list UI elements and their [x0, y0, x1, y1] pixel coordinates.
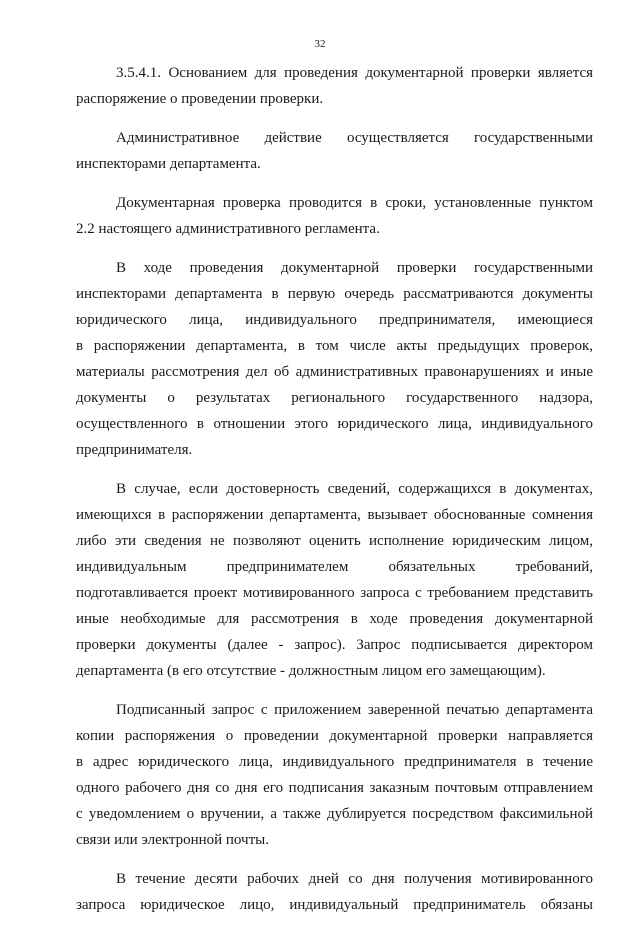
paragraph-line: материалы рассмотрения дел об административных правонарушениях и иные [76, 364, 593, 380]
paragraph-request-dispatch [76, 697, 593, 853]
paragraph-line: в адрес юридического лица, индивидуального предпринимателя в течение [76, 754, 593, 770]
paragraph-request-preparation [76, 476, 593, 684]
paragraph-line: инспекторами департамента в первую очередь рассматриваются документы [76, 286, 593, 302]
paragraph-line: В случае, если достоверность сведений, содержащихся в документах, [116, 481, 593, 497]
paragraph-line: с уведомлением о вручении, а также дублируется посредством факсимильной [76, 806, 593, 822]
paragraph-line: запроса юридическое лицо, индивидуальный предприниматель обязаны [76, 897, 593, 913]
paragraph-line: связи или электронной почты. [76, 832, 269, 848]
paragraph-line: в распоряжении департамента, в том числе акты предыдущих проверок, [76, 338, 593, 354]
paragraph-line: распоряжение о проведении проверки. [76, 91, 324, 107]
paragraph-line: либо эти сведения не позволяют оценить исполнение юридическим лицом, [76, 533, 593, 549]
paragraph-line: Подписанный запрос с приложением заверенной печатью департамента [116, 702, 593, 718]
paragraph-line: В ходе проведения документарной проверки государственными [116, 260, 593, 276]
paragraph-administrative-action [76, 125, 593, 177]
paragraph-line: Документарная проверка проводится в сроки, установленные пунктом [116, 195, 593, 211]
paragraph-line: юридического лица, индивидуального предпринимателя, имеющиеся [76, 312, 593, 328]
paragraph-line: проверки документы (далее - запрос). Запрос подписывается директором [76, 637, 593, 653]
paragraph-line: В течение десяти рабочих дней со дня получения мотивированного [116, 871, 593, 887]
paragraph-line: подготавливается проект мотивированного запроса с требованием представить [76, 585, 593, 601]
paragraph-line: 2.2 настоящего административного регламента. [76, 221, 380, 237]
paragraph-line: инспекторами департамента. [76, 156, 261, 172]
paragraph-response-deadline [76, 866, 593, 918]
paragraph-line: иные необходимые для рассмотрения в ходе проведения документарной [76, 611, 593, 627]
paragraph-line: копии распоряжения о проведении документарной проверки направляется [76, 728, 593, 744]
paragraph-line: осуществленного в отношении этого юридического лица, индивидуального [76, 416, 593, 432]
page-number: 32 [314, 38, 326, 50]
paragraph-line: индивидуальным предпринимателем обязательных требований, [76, 559, 593, 575]
paragraph-line: предпринимателя. [76, 442, 193, 458]
paragraph-line: Административное действие осуществляется государственными [116, 130, 593, 146]
paragraph-inspection-terms [76, 190, 593, 242]
document-body [76, 60, 593, 931]
paragraph-line: документы о результатах регионального государственного надзора, [76, 390, 593, 406]
paragraph-document-review [76, 255, 593, 463]
paragraph-line: имеющихся в распоряжении департамента, вызывает обоснованные сомнения [76, 507, 593, 523]
paragraph-line: одного рабочего дня со дня его подписания заказным почтовым отправлением [76, 780, 593, 796]
paragraph-line: 3.5.4.1. Основанием для проведения документарной проверки является [116, 65, 593, 81]
paragraph-line: департамента (в его отсутствие - должностным лицом его замещающим). [76, 663, 546, 679]
paragraph-3-5-4-1 [76, 60, 593, 112]
